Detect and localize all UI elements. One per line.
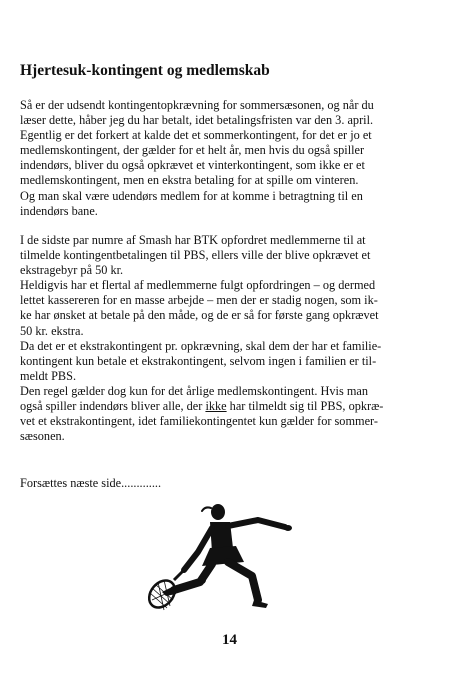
text-line: indendørs bane. — [20, 203, 98, 218]
underlined-word: ikke — [205, 399, 227, 414]
text-line: Heldigvis har et flertal af medlemmerne fulgt opfordringen – og dermed — [20, 278, 376, 293]
text-line: tilmelde kontingentbetalingen til PBS, ellers ville der blive opkrævet et — [20, 248, 371, 263]
tennis-player-icon — [140, 500, 300, 625]
text-line: Da det er et ekstrakontingent pr. opkrævning, skal dem der har et familie- — [20, 338, 382, 353]
text-line: sæsonen. — [20, 429, 65, 444]
text-line: kontingent kun betale et ekstrakontingent, selvom ingen i familien er til- — [20, 353, 377, 368]
text-line: medlemskontingent, der gælder for et helt år, men hvis du også spiller — [20, 143, 365, 158]
text-line: I de sidste par numre af Smash har BTK opfordret medlemmerne til at — [20, 233, 366, 247]
article-title: Hjertesuk-kontingent og medlemskab — [20, 62, 270, 79]
text-line: Egentlig er det forkert at kalde det et sommerkontingent, for det er jo et — [20, 128, 372, 143]
text-line: lettet kassereren for en masse arbejde – men der er stadig nogen, som ik- — [20, 293, 378, 308]
text-line: læser dette, håber jeg du har betalt, idet betalingsfristen var den 3. april. — [20, 113, 374, 128]
paragraph-membership-fee — [20, 98, 440, 219]
text-line: indendørs, bliver du også opkrævet et vinterkontingent, som ikke er et — [20, 158, 365, 173]
page-number: 14 — [222, 632, 237, 648]
text-line: 50 kr. ekstra. — [20, 323, 84, 338]
text-line: medlemskontingent, men en ekstra betaling for at spille om vinteren. — [20, 173, 359, 188]
text-line-with-underline — [20, 399, 440, 414]
paragraph-pbs — [20, 233, 440, 444]
text-line: Den regel gælder dog kun for det årlige medlemskontingent. Hvis man — [20, 383, 368, 398]
text-line: Og man skal være udendørs medlem for at komme i betragtning til en — [20, 188, 363, 203]
text-fragment: også spiller indendørs bliver alle, der — [20, 399, 206, 414]
continued-note: Forsættes næste side............. — [20, 476, 162, 490]
text-line: ke har ønsket at betale på den måde, og de er så for første gang opkrævet — [20, 308, 379, 323]
text-fragment: har tilmeldt sig til PBS, opkræ- — [226, 399, 384, 414]
text-line: vet et ekstrakontingent, idet familiekontingentet kun gælder for sommer- — [20, 414, 378, 429]
text-line: ekstragebyr på 50 kr. — [20, 263, 124, 278]
text-line: meldt PBS. — [20, 368, 77, 383]
text-line: Så er der udsendt kontingentopkrævning for sommersæsonen, og når du — [20, 98, 374, 112]
